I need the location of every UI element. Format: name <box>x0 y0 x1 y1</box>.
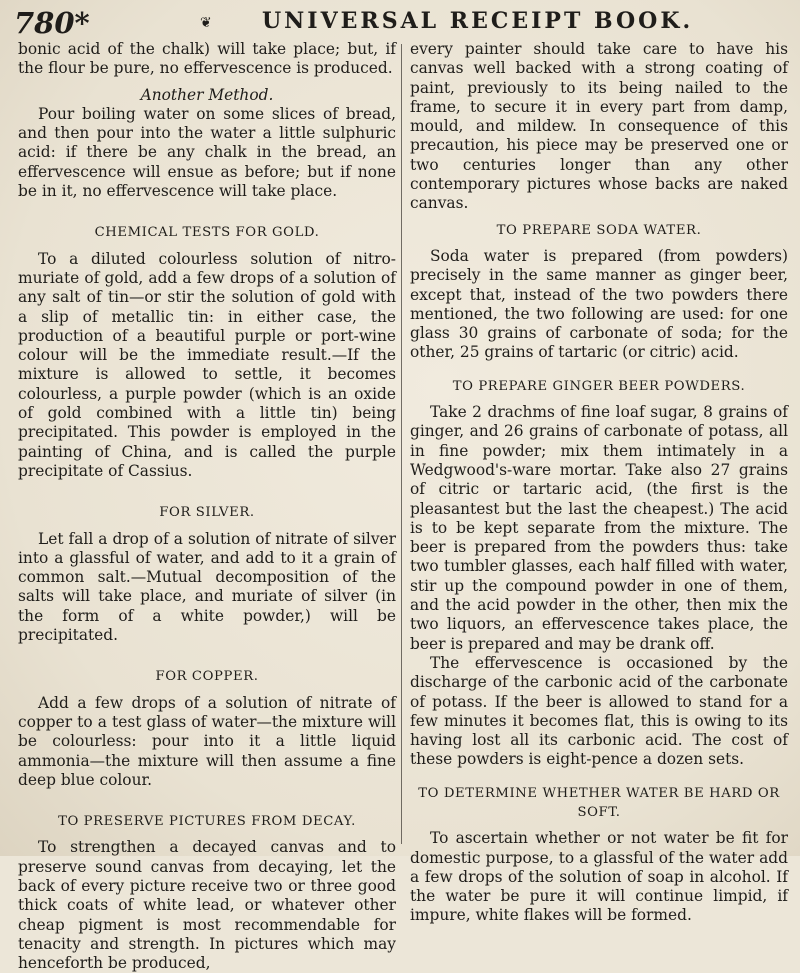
pictures-text: To strengthen a decayed canvas and to preserve sound canvas from decaying, let the back of every picture receive two or three good thick coats of white lead, or whatever other cheap pigment is most recommendable for tenacity and strength. In pictures which may henceforth be produced, <box>18 838 396 973</box>
right-column <box>410 40 788 926</box>
ginger-title: TO PREPARE GINGER BEER POWDERS. <box>452 378 746 394</box>
gold-text: To a diluted colourless solution of nitro-muriate of gold, add a few drops of a solution of any salt of tin—or stir the solution of gold with a slip of metallic tin: in either case, the production of a beautiful purple or port-wine colour will be the immediate result.—If the mixture is allowed to settle, it becomes colourless, a purple powder (which is an oxide of gold combined with a little tin) being precipitated. This powder is employed in the painting of China, and is called the purple precipitate of Cassius. <box>18 249 396 480</box>
page-number: 780* <box>14 6 90 40</box>
soda-text: Soda water is prepared (from powders) precisely in the same manner as ginger beer, except that, instead of the two powders there mentioned, the two following are used: for one glass 30 grains of carbonate of soda; for the other, 25 grains of tartaric (or citric) acid. <box>410 246 788 362</box>
copper-title: FOR COPPER. <box>155 669 259 685</box>
pictures-continued: every painter should take care to have his canvas well backed with a strong coating of paint, previously to its being nailed to the frame, to secure it in every part from damp, mould, and mildew. In consequence of this precaution, his piece may be preserved one or two centuries longer than any other contemporary pictures whose backs are naked canvas. <box>410 40 788 213</box>
soda-title: TO PREPARE SODA WATER. <box>496 222 702 238</box>
water-title: TO DETERMINE WHETHER WATER BE HARD OR SOFT. <box>418 785 780 820</box>
page-header <box>10 6 790 38</box>
running-head: UNIVERSAL RECEIPT BOOK. <box>262 8 694 34</box>
another-method-text: Pour boiling water on some slices of bread, and then pour into the water a little sulphuric acid: if there be any chalk in the bread, an effervescence will ensue as before; but if none be in it, no effervescence will take place. <box>18 104 396 201</box>
gold-title: CHEMICAL TESTS FOR GOLD. <box>94 225 320 241</box>
silver-title: FOR SILVER. <box>159 505 255 521</box>
left-column <box>18 40 396 973</box>
ginger-text: Take 2 drachms of fine loaf sugar, 8 grains of ginger, and 26 grains of carbonate of potass, all in fine powder; mix them intimately in a Wedgwood's-ware mortar. Take also 27 grains of citric or tartaric acid, (the first is the pleasantest but the last the cheapest.) The acid is to be kept separate from the mixture. The beer is prepared from the powders thus: take two tumbler glasses, each half filled with water, stir up the compound powder in one of them, and the acid powder in the other, then mix the two liquors, an effervescence takes place, the beer is prepared and may be drank off. <box>410 403 788 653</box>
water-text: To ascertain whether or not water be fit for domestic purpose, to a glassful of the water add a few drops of the solution of soap in alcohol. If the water be pure it will continue limpid, if impure, white flakes will be formed. <box>410 829 788 925</box>
another-method-title: Another Method. <box>140 85 274 104</box>
pictures-title: TO PRESERVE PICTURES FROM DECAY. <box>58 814 356 830</box>
silver-text: Let fall a drop of a solution of nitrate of silver into a glassful of water, and add to it a grain of common salt.—Mutual decomposition of the salts will take place, and muriate of silver (in the form of a white powder,) will be precipitated. <box>18 529 396 645</box>
ginger-text-2: The effervescence is occasioned by the discharge of the carbonic acid of the carbonate of potass. If the beer is allowed to stand for a few minutes it becomes flat, this is owing to its having lost all its carbonic acid. The cost of these powders is eight-pence a dozen sets. <box>410 653 788 769</box>
ornament-icon: ❦ <box>200 15 212 31</box>
column-rule <box>401 44 402 844</box>
copper-text: Add a few drops of a solution of nitrate of copper to a test glass of water—the mixture will be colourless: pour into it a little liquid ammonia—the mixture will then assume a fine deep blue colour. <box>18 693 396 789</box>
intro-paragraph: bonic acid of the chalk) will take place; but, if the flour be pure, no effervescence is produced. <box>18 40 396 78</box>
